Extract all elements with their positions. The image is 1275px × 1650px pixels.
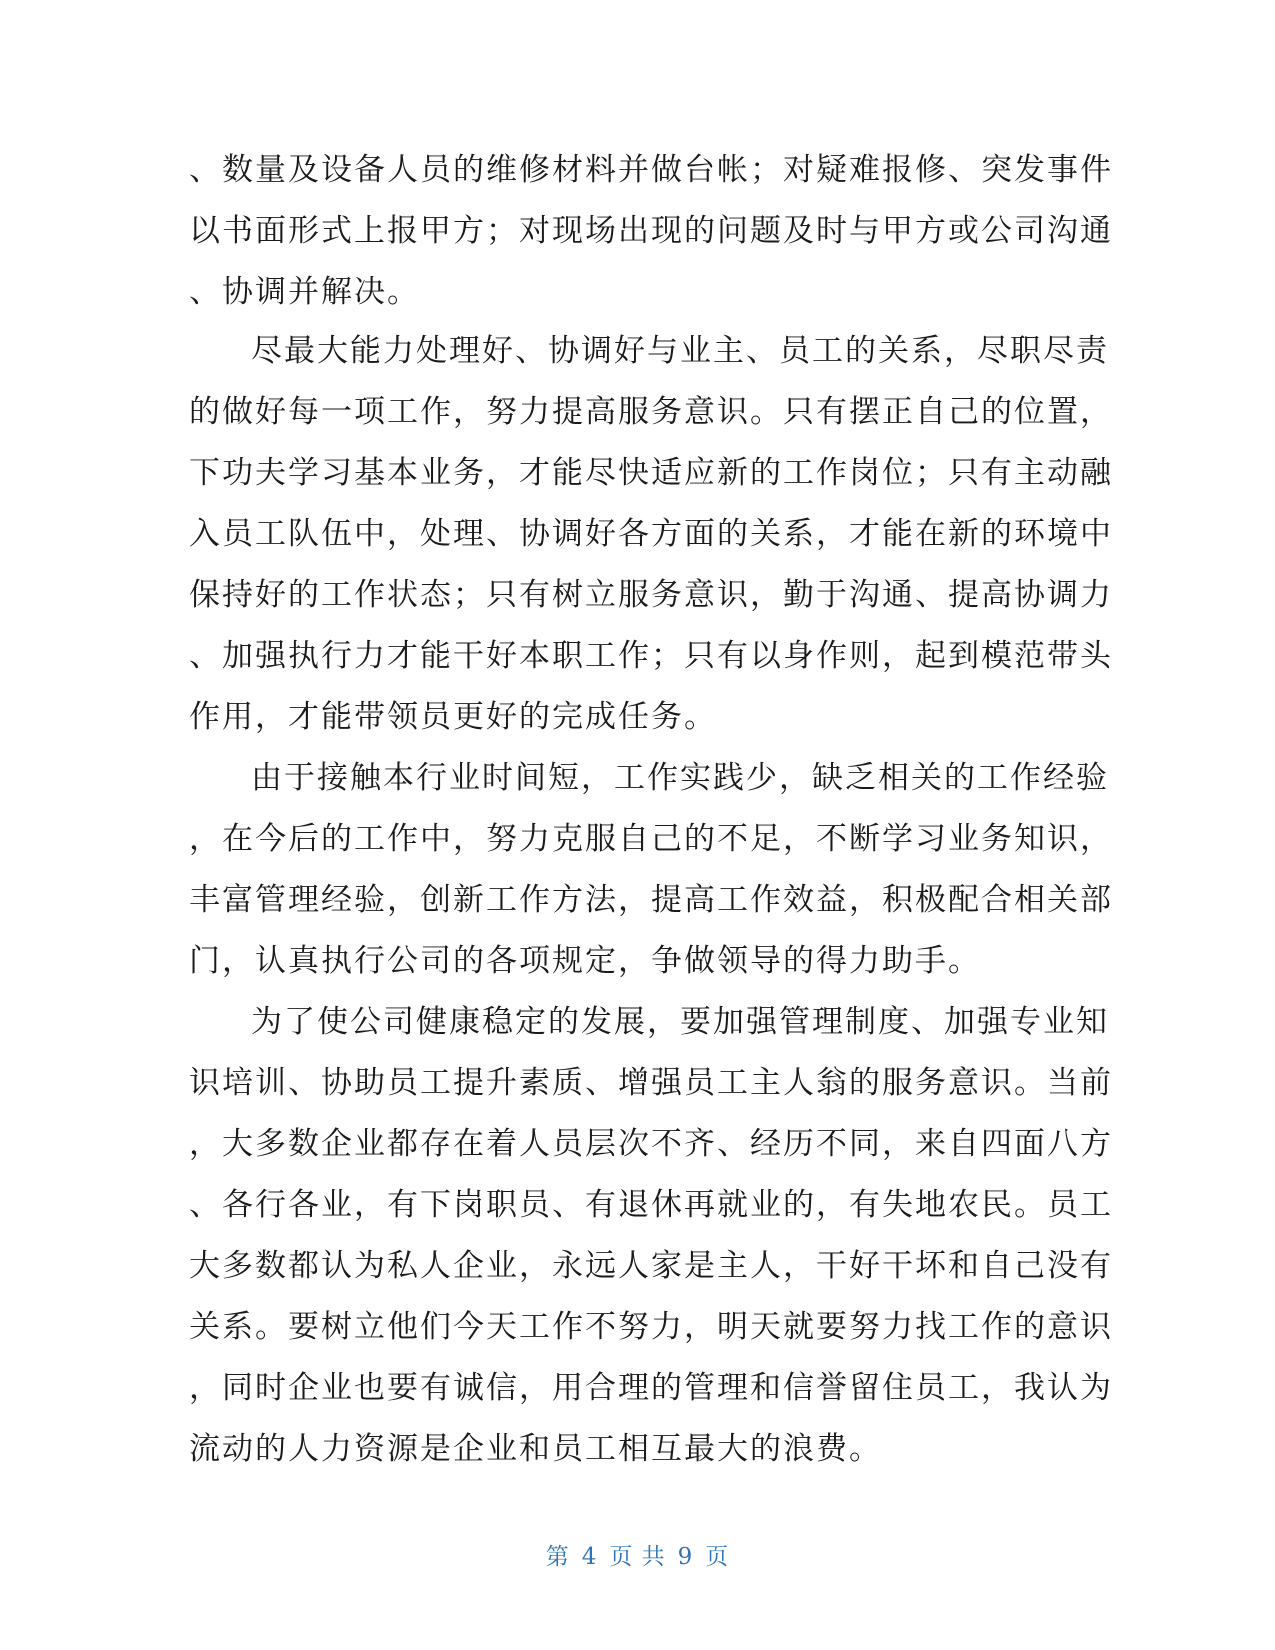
paragraph-start-line: 尽最大能力处理好、协调好与业主、员工的关系，尽职尽责: [251, 333, 1109, 369]
footer-page-number: 4: [581, 1544, 598, 1570]
text-line: 丰富管理经验，创新工作方法，提高工作效益，积极配合相关部: [189, 882, 1113, 918]
text-line: 、各行各业，有下岗职员、有退休再就业的，有失地农民。员工: [189, 1187, 1113, 1223]
text-line: 、数量及设备人员的维修材料并做台帐；对疑难报修、突发事件: [189, 152, 1113, 188]
text-line: 保持好的工作状态；只有树立服务意识，勤于沟通、提高协调力: [189, 577, 1113, 613]
page-footer: [0, 1538, 1275, 1571]
text-line: 以书面形式上报甲方；对现场出现的问题及时与甲方或公司沟通: [189, 213, 1113, 249]
text-line: 流动的人力资源是企业和员工相互最大的浪费。: [189, 1431, 882, 1467]
text-line: 大多数都认为私人企业，永远人家是主人，干好干坏和自己没有: [189, 1248, 1113, 1284]
paragraph-start-line: 由于接触本行业时间短，工作实践少，缺乏相关的工作经验: [251, 760, 1109, 796]
footer-middle: 页 共: [609, 1544, 666, 1570]
text-line: 作用，才能带领员更好的完成任务。: [189, 699, 717, 735]
footer-suffix: 页: [705, 1544, 730, 1570]
footer-total-pages: 9: [677, 1544, 694, 1570]
text-line: 门，认真执行公司的各项规定，争做领导的得力助手。: [189, 943, 981, 979]
text-line: 下功夫学习基本业务，才能尽快适应新的工作岗位；只有主动融: [189, 455, 1113, 491]
document-body: [189, 140, 1113, 1480]
text-line: 、协调并解决。: [189, 274, 420, 310]
text-line: 关系。要树立他们今天工作不努力，明天就要努力找工作的意识: [189, 1309, 1113, 1345]
text-line: 入员工队伍中，处理、协调好各方面的关系，才能在新的环境中: [189, 516, 1113, 552]
footer-prefix: 第: [545, 1544, 570, 1570]
paragraph-start-line: 为了使公司健康稳定的发展，要加强管理制度、加强专业知: [251, 1004, 1109, 1040]
text-line: 的做好每一项工作，努力提高服务意识。只有摆正自己的位置，: [189, 394, 1113, 430]
text-line: 、加强执行力才能干好本职工作；只有以身作则，起到模范带头: [189, 638, 1113, 674]
text-line: 识培训、协助员工提升素质、增强员工主人翁的服务意识。当前: [189, 1065, 1113, 1101]
text-line: ，在今后的工作中，努力克服自己的不足，不断学习业务知识，: [189, 821, 1113, 857]
text-line: ，同时企业也要有诚信，用合理的管理和信誉留住员工，我认为: [189, 1370, 1113, 1406]
text-line: ，大多数企业都存在着人员层次不齐、经历不同，来自四面八方: [189, 1126, 1113, 1162]
